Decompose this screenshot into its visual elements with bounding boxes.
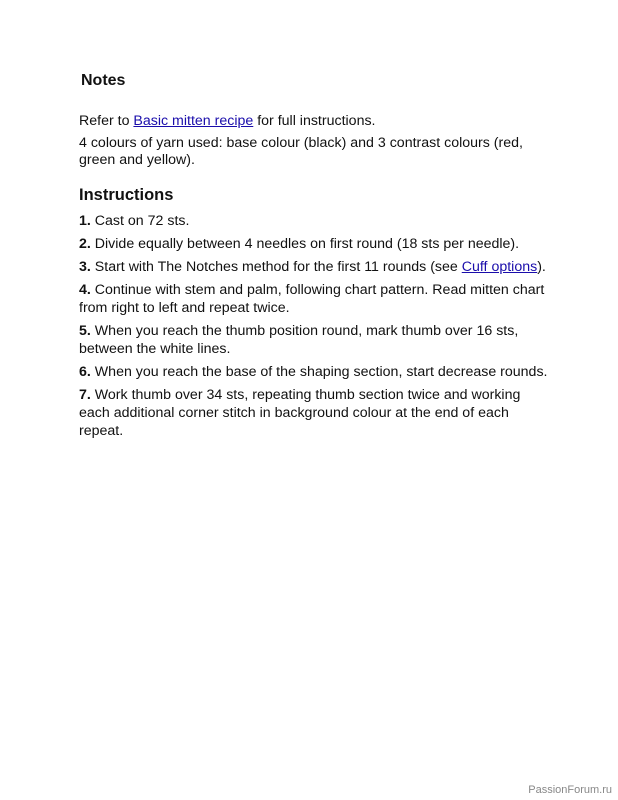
step-number: 4. bbox=[79, 282, 91, 298]
yarn-paragraph: 4 colours of yarn used: base colour (black) and 3 contrast colours (red, green and yellow). bbox=[79, 135, 523, 168]
instructions-heading: Instructions bbox=[79, 186, 174, 204]
watermark: PassionForum.ru bbox=[528, 784, 612, 796]
step-text: When you reach the thumb position round, mark thumb over 16 sts, between the white lines. bbox=[79, 323, 519, 357]
instruction-step bbox=[79, 363, 549, 381]
notes-heading: Notes bbox=[81, 72, 126, 89]
instructions-list bbox=[79, 212, 549, 445]
refer-suffix: for full instructions. bbox=[253, 113, 376, 129]
instruction-step bbox=[79, 322, 549, 358]
step-number: 5. bbox=[79, 323, 91, 339]
step-number: 7. bbox=[79, 387, 91, 403]
step-number: 6. bbox=[79, 364, 91, 380]
step-text: Continue with stem and palm, following chart pattern. Read mitten chart from right to left and repeat twice. bbox=[79, 282, 545, 316]
step-text: Divide equally between 4 needles on first round (18 sts per needle). bbox=[90, 236, 520, 252]
step-number: 3. bbox=[79, 259, 91, 275]
instruction-step bbox=[79, 258, 549, 276]
step-text-end: ). bbox=[537, 259, 546, 275]
step-text: Start with The Notches method for the first 11 rounds (see bbox=[90, 259, 462, 275]
step-text: When you reach the base of the shaping section, start decrease rounds. bbox=[90, 364, 548, 380]
instruction-step bbox=[79, 281, 549, 317]
step-text: Work thumb over 34 sts, repeating thumb section twice and working each additional corner stitch in background colour at the end of each repeat. bbox=[79, 387, 521, 439]
instruction-step bbox=[79, 212, 549, 230]
step-number: 2. bbox=[79, 236, 91, 252]
refer-paragraph bbox=[79, 113, 549, 130]
basic-mitten-recipe-link[interactable]: Basic mitten recipe bbox=[133, 113, 254, 129]
refer-prefix: Refer to bbox=[79, 113, 134, 129]
instruction-step bbox=[79, 386, 549, 440]
step-text: Cast on 72 sts. bbox=[90, 213, 190, 229]
cuff-options-link[interactable]: Cuff options bbox=[461, 259, 538, 275]
notes-body bbox=[79, 113, 549, 174]
instruction-step bbox=[79, 235, 549, 253]
step-number: 1. bbox=[79, 213, 91, 229]
